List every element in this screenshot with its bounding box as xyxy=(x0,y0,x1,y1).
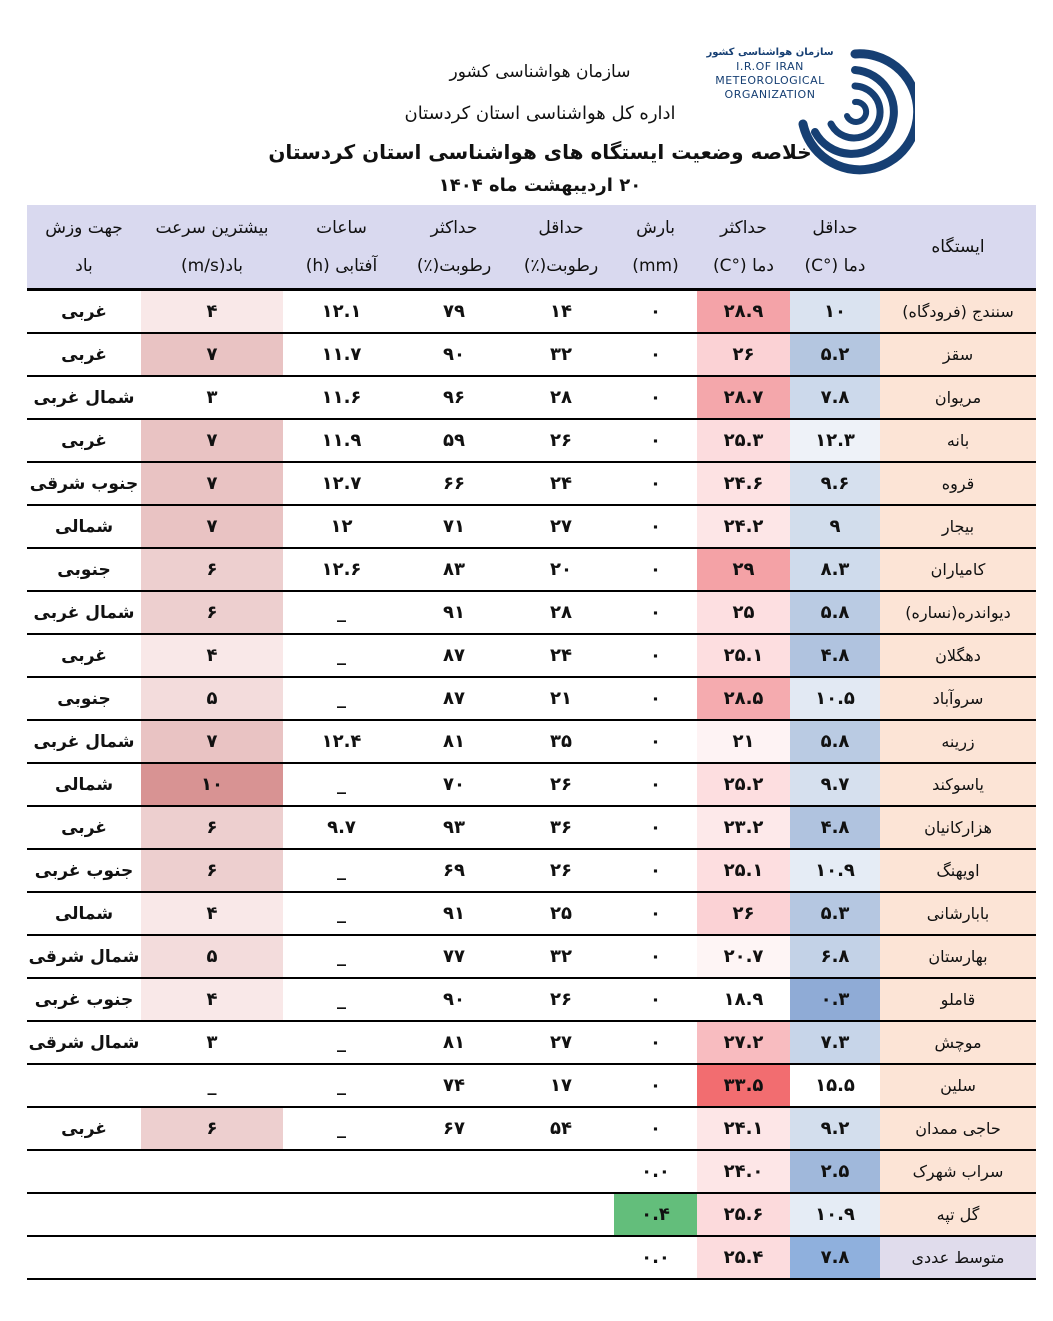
cell-dir xyxy=(27,1064,141,1107)
cell-rain: ۰ xyxy=(614,935,697,978)
cell-rhmin: ۱۴ xyxy=(508,290,614,334)
cell-station: زرینه xyxy=(880,720,1036,763)
cell-tmin: ۹ xyxy=(790,505,880,548)
cell-wind: ۱۰ xyxy=(141,763,283,806)
cell-dir: شمال غربی xyxy=(27,591,141,634)
cell-tmax: ۲۴.۰ xyxy=(697,1150,790,1193)
cell-station: قاملو xyxy=(880,978,1036,1021)
cell-rain: ۰ xyxy=(614,806,697,849)
cell-sun: ۱۱.۹ xyxy=(283,419,400,462)
cell-sun: _ xyxy=(283,978,400,1021)
meteorological-organization-logo xyxy=(700,46,922,176)
cell-tmin: ۲.۵ xyxy=(790,1150,880,1193)
cell-rhmin: ۳۵ xyxy=(508,720,614,763)
cell-sun: ۱۲.۴ xyxy=(283,720,400,763)
cell-tmin: ۵.۸ xyxy=(790,720,880,763)
cell-rain: ۰ xyxy=(614,462,697,505)
cell-sun xyxy=(283,1150,400,1193)
cell-tmin: ۴.۸ xyxy=(790,806,880,849)
column-header-line-1: بیشترین سرعت xyxy=(155,217,269,238)
cell-tmin: ۱۰ xyxy=(790,290,880,334)
average-row xyxy=(27,1236,1036,1279)
cell-tmax: ۲۵.۱ xyxy=(697,849,790,892)
cell-sun: ۱۱.۶ xyxy=(283,376,400,419)
cell-tmin: ۱۰.۹ xyxy=(790,849,880,892)
cell-tmin: ۱۰.۹ xyxy=(790,1193,880,1236)
cell-rain: ۰ xyxy=(614,634,697,677)
cell-rhmax: ۸۷ xyxy=(400,634,508,677)
organization-name: سازمان هواشناسی کشور xyxy=(449,62,631,82)
table-header-row xyxy=(27,205,1036,290)
cell-rain: ۰ xyxy=(614,1064,697,1107)
cell-dir: شمال غربی xyxy=(27,376,141,419)
cell-sun: _ xyxy=(283,849,400,892)
cell-dir: شمال غربی xyxy=(27,720,141,763)
table-row xyxy=(27,419,1036,462)
cell-station: متوسط عددی xyxy=(880,1236,1036,1279)
cell-rhmin: ۳۲ xyxy=(508,333,614,376)
cell-station: دیواندره(نساره) xyxy=(880,591,1036,634)
cell-tmin: ۷.۸ xyxy=(790,376,880,419)
cell-tmin: ۵.۳ xyxy=(790,892,880,935)
cell-dir: شمالی xyxy=(27,505,141,548)
cell-rhmin: ۲۷ xyxy=(508,505,614,548)
cell-wind: ۷ xyxy=(141,720,283,763)
cell-rain: ۰.۴ xyxy=(614,1193,697,1236)
column-header-line-2: آفتابی (h) xyxy=(305,255,378,276)
cell-rhmax: ۹۶ xyxy=(400,376,508,419)
cell-rain: ۰ xyxy=(614,548,697,591)
cell-dir: جنوبی xyxy=(27,677,141,720)
cell-rhmin: ۲۶ xyxy=(508,978,614,1021)
cell-tmin: ۱۰.۵ xyxy=(790,677,880,720)
cell-tmax: ۲۹ xyxy=(697,548,790,591)
column-header-line-1: حداقل xyxy=(812,217,858,238)
logo-english-line-2: METEOROLOGICAL xyxy=(715,74,825,87)
cell-tmax: ۲۴.۶ xyxy=(697,462,790,505)
cell-tmax: ۲۳.۲ xyxy=(697,806,790,849)
cell-tmax: ۲۵.۶ xyxy=(697,1193,790,1236)
cell-wind: ۷ xyxy=(141,333,283,376)
cell-sun: _ xyxy=(283,892,400,935)
cell-rhmin: ۵۴ xyxy=(508,1107,614,1150)
table-row xyxy=(27,505,1036,548)
cell-dir: جنوب غربی xyxy=(27,849,141,892)
cell-tmin: ۹.۷ xyxy=(790,763,880,806)
column-header-tmin xyxy=(790,205,880,290)
column-header-line-2: باد(m/s) xyxy=(181,255,243,276)
cell-dir: غربی xyxy=(27,333,141,376)
cell-rain: ۰ xyxy=(614,591,697,634)
cell-tmin: ۱۵.۵ xyxy=(790,1064,880,1107)
cell-station: یاسوکند xyxy=(880,763,1036,806)
cell-tmax: ۲۸.۷ xyxy=(697,376,790,419)
column-header-station xyxy=(880,205,1036,290)
cell-dir: جنوب شرقی xyxy=(27,462,141,505)
cell-tmax: ۲۵ xyxy=(697,591,790,634)
cell-dir: غربی xyxy=(27,1107,141,1150)
cell-rain: ۰ xyxy=(614,419,697,462)
cell-wind: ۷ xyxy=(141,419,283,462)
cell-rhmax: ۸۱ xyxy=(400,1021,508,1064)
logo-english-line-3: ORGANIZATION xyxy=(724,88,816,101)
table-row xyxy=(27,1021,1036,1064)
cell-dir: غربی xyxy=(27,290,141,334)
column-header-line-2: (mm) xyxy=(632,255,679,276)
cell-wind: ۴ xyxy=(141,978,283,1021)
cell-rhmin: ۲۴ xyxy=(508,462,614,505)
cell-rhmin: ۲۰ xyxy=(508,548,614,591)
cell-tmin: ۱۲.۳ xyxy=(790,419,880,462)
cell-sun: ۹.۷ xyxy=(283,806,400,849)
table-row xyxy=(27,634,1036,677)
table-row xyxy=(27,763,1036,806)
cell-tmax: ۱۸.۹ xyxy=(697,978,790,1021)
cell-wind: ۷ xyxy=(141,462,283,505)
cell-rain: ۰ xyxy=(614,978,697,1021)
column-header-line-1: حداقل xyxy=(538,217,584,238)
cell-rain: ۰ xyxy=(614,1021,697,1064)
cell-wind: ۴ xyxy=(141,634,283,677)
cell-rhmax: ۶۹ xyxy=(400,849,508,892)
cell-tmax: ۲۶ xyxy=(697,333,790,376)
cell-wind: ۵ xyxy=(141,677,283,720)
cell-wind: _ xyxy=(141,1064,283,1107)
cell-sun xyxy=(283,1236,400,1279)
column-header-line-1: بارش xyxy=(636,217,675,238)
cell-rain: ۰ xyxy=(614,677,697,720)
cell-tmax: ۲۶ xyxy=(697,892,790,935)
cell-rhmax: ۷۴ xyxy=(400,1064,508,1107)
cell-dir: شمال شرقی xyxy=(27,935,141,978)
cell-tmax: ۲۵.۳ xyxy=(697,419,790,462)
cell-tmax: ۲۸.۹ xyxy=(697,290,790,334)
cell-rhmax: ۸۱ xyxy=(400,720,508,763)
cell-rhmax: ۸۳ xyxy=(400,548,508,591)
table-row xyxy=(27,376,1036,419)
cell-dir: جنوب غربی xyxy=(27,978,141,1021)
cell-station: کامیاران xyxy=(880,548,1036,591)
cell-station: سقز xyxy=(880,333,1036,376)
cell-station: گل تپه xyxy=(880,1193,1036,1236)
cell-tmax: ۲۵.۱ xyxy=(697,634,790,677)
table-row xyxy=(27,1150,1036,1193)
cell-rhmin xyxy=(508,1236,614,1279)
cell-station: بانه xyxy=(880,419,1036,462)
cell-rain: ۰ xyxy=(614,849,697,892)
cell-station: قروه xyxy=(880,462,1036,505)
cell-wind: ۴ xyxy=(141,892,283,935)
cell-dir xyxy=(27,1236,141,1279)
table-row xyxy=(27,1107,1036,1150)
column-header-line-1: جهت وزش xyxy=(45,217,123,238)
cell-rhmin: ۳۲ xyxy=(508,935,614,978)
cell-tmax: ۲۵.۴ xyxy=(697,1236,790,1279)
cell-rhmax: ۹۳ xyxy=(400,806,508,849)
table-row xyxy=(27,591,1036,634)
column-header-line-1: حداکثر xyxy=(430,217,478,238)
cell-dir xyxy=(27,1150,141,1193)
cell-rhmin: ۲۱ xyxy=(508,677,614,720)
column-header-line-2: باد xyxy=(75,255,93,276)
cell-rain: ۰ xyxy=(614,763,697,806)
report-date: ۲۰ اردیبهشت ماه ۱۴۰۴ xyxy=(438,175,642,196)
column-header-tmax xyxy=(697,205,790,290)
cell-rain: ۰ xyxy=(614,720,697,763)
cell-tmin: ۷.۸ xyxy=(790,1236,880,1279)
cell-rhmax: ۷۱ xyxy=(400,505,508,548)
cell-station: موچش xyxy=(880,1021,1036,1064)
cell-sun: _ xyxy=(283,591,400,634)
cell-rain: ۰.۰ xyxy=(614,1236,697,1279)
cell-wind: ۶ xyxy=(141,1107,283,1150)
cell-rhmax: ۹۱ xyxy=(400,591,508,634)
cell-tmin: ۶.۸ xyxy=(790,935,880,978)
cell-rhmin xyxy=(508,1150,614,1193)
cell-rhmax: ۷۷ xyxy=(400,935,508,978)
cell-sun: _ xyxy=(283,763,400,806)
cell-sun: _ xyxy=(283,1107,400,1150)
column-header-rhmin xyxy=(508,205,614,290)
cell-rhmax: ۹۱ xyxy=(400,892,508,935)
cell-sun: ۱۲ xyxy=(283,505,400,548)
cell-rain: ۰ xyxy=(614,505,697,548)
cell-wind: ۶ xyxy=(141,849,283,892)
cell-station: هزارکانیان xyxy=(880,806,1036,849)
cell-rhmin: ۱۷ xyxy=(508,1064,614,1107)
column-header-line-2: رطوبت(٪) xyxy=(416,255,492,276)
logo-spiral-icon xyxy=(795,46,915,176)
cell-sun: ۱۲.۶ xyxy=(283,548,400,591)
table-row xyxy=(27,720,1036,763)
cell-station: حاجی ممدان xyxy=(880,1107,1036,1150)
cell-station: بابارشانی xyxy=(880,892,1036,935)
table-row xyxy=(27,849,1036,892)
cell-tmax: ۲۸.۵ xyxy=(697,677,790,720)
column-header-wind xyxy=(141,205,283,290)
cell-rain: ۰ xyxy=(614,1107,697,1150)
cell-tmin: ۹.۶ xyxy=(790,462,880,505)
logo-english-line-1: I.R.OF IRAN xyxy=(736,60,804,73)
cell-sun: ۱۱.۷ xyxy=(283,333,400,376)
cell-station: سراب شهرک xyxy=(880,1150,1036,1193)
cell-rhmin: ۲۴ xyxy=(508,634,614,677)
cell-station: اویهنگ xyxy=(880,849,1036,892)
table-row xyxy=(27,548,1036,591)
cell-dir: جنوبی xyxy=(27,548,141,591)
cell-rain: ۰ xyxy=(614,333,697,376)
cell-rhmin: ۲۵ xyxy=(508,892,614,935)
stations-table xyxy=(27,205,1036,1280)
cell-wind: ۳ xyxy=(141,376,283,419)
cell-tmax: ۳۳.۵ xyxy=(697,1064,790,1107)
cell-sun: _ xyxy=(283,935,400,978)
cell-dir xyxy=(27,1193,141,1236)
cell-rhmax: ۶۶ xyxy=(400,462,508,505)
cell-wind: ۶ xyxy=(141,591,283,634)
cell-station: سلین xyxy=(880,1064,1036,1107)
cell-station: سنندج (فرودگاه) xyxy=(880,290,1036,334)
cell-rhmin: ۲۸ xyxy=(508,376,614,419)
cell-sun: _ xyxy=(283,1021,400,1064)
column-header-dir xyxy=(27,205,141,290)
report-title: خلاصه وضعیت ایستگاه های هواشناسی استان کردستان xyxy=(268,140,812,164)
cell-dir: غربی xyxy=(27,806,141,849)
column-header-line-2: دما (°C) xyxy=(713,255,774,276)
table-row xyxy=(27,333,1036,376)
cell-rain: ۰.۰ xyxy=(614,1150,697,1193)
column-header-line-1: ساعات xyxy=(316,217,367,238)
table-row xyxy=(27,290,1036,334)
table-row xyxy=(27,806,1036,849)
cell-tmax: ۲۱ xyxy=(697,720,790,763)
cell-sun: _ xyxy=(283,677,400,720)
cell-rhmin: ۲۶ xyxy=(508,763,614,806)
column-header-line-2: دما (°C) xyxy=(804,255,866,276)
cell-tmin: ۵.۸ xyxy=(790,591,880,634)
cell-rhmax: ۷۰ xyxy=(400,763,508,806)
cell-wind xyxy=(141,1193,283,1236)
table-row xyxy=(27,1193,1036,1236)
cell-wind: ۴ xyxy=(141,290,283,334)
cell-rhmin: ۲۸ xyxy=(508,591,614,634)
cell-tmin: ۸.۳ xyxy=(790,548,880,591)
column-header-rain xyxy=(614,205,697,290)
table-row xyxy=(27,935,1036,978)
cell-rhmax: ۹۰ xyxy=(400,978,508,1021)
cell-rhmin: ۳۶ xyxy=(508,806,614,849)
cell-rhmax: ۷۹ xyxy=(400,290,508,334)
table-row xyxy=(27,1064,1036,1107)
table-row xyxy=(27,978,1036,1021)
cell-rhmin: ۲۶ xyxy=(508,419,614,462)
cell-rhmax: ۵۹ xyxy=(400,419,508,462)
column-header-rhmax xyxy=(400,205,508,290)
cell-sun: ۱۲.۱ xyxy=(283,290,400,334)
cell-rhmax: ۶۷ xyxy=(400,1107,508,1150)
table-body xyxy=(27,290,1036,1280)
cell-rain: ۰ xyxy=(614,290,697,334)
cell-tmax: ۲۵.۲ xyxy=(697,763,790,806)
cell-tmax: ۲۷.۲ xyxy=(697,1021,790,1064)
column-header-sun xyxy=(283,205,400,290)
column-header-line-2: رطوبت(٪) xyxy=(523,255,599,276)
office-name: اداره کل هواشناسی استان کردستان xyxy=(404,103,676,124)
cell-dir: شمالی xyxy=(27,892,141,935)
cell-dir: شمال شرقی xyxy=(27,1021,141,1064)
table-row xyxy=(27,462,1036,505)
cell-sun: _ xyxy=(283,1064,400,1107)
cell-wind: ۳ xyxy=(141,1021,283,1064)
cell-tmax: ۲۴.۱ xyxy=(697,1107,790,1150)
cell-dir: شمالی xyxy=(27,763,141,806)
cell-sun: ۱۲.۷ xyxy=(283,462,400,505)
cell-rhmin: ۲۷ xyxy=(508,1021,614,1064)
column-header-line-1: ایستگاه xyxy=(931,236,985,257)
cell-wind: ۶ xyxy=(141,548,283,591)
cell-dir: غربی xyxy=(27,634,141,677)
cell-station: مریوان xyxy=(880,376,1036,419)
cell-rain: ۰ xyxy=(614,892,697,935)
cell-station: سروآباد xyxy=(880,677,1036,720)
cell-rhmax xyxy=(400,1193,508,1236)
cell-tmin: ۰.۳ xyxy=(790,978,880,1021)
cell-rhmin: ۲۶ xyxy=(508,849,614,892)
column-header-line-1: حداکثر xyxy=(720,217,767,238)
cell-wind: ۵ xyxy=(141,935,283,978)
cell-tmin: ۷.۳ xyxy=(790,1021,880,1064)
cell-sun: _ xyxy=(283,634,400,677)
cell-sun xyxy=(283,1193,400,1236)
cell-rain: ۰ xyxy=(614,376,697,419)
cell-rhmax xyxy=(400,1236,508,1279)
cell-rhmax: ۹۰ xyxy=(400,333,508,376)
cell-tmax: ۲۴.۲ xyxy=(697,505,790,548)
cell-station: بیجار xyxy=(880,505,1036,548)
cell-rhmin xyxy=(508,1193,614,1236)
logo-persian-text: سازمان هواشناسی کشور xyxy=(706,47,834,58)
cell-tmin: ۴.۸ xyxy=(790,634,880,677)
cell-wind xyxy=(141,1236,283,1279)
table-row xyxy=(27,677,1036,720)
cell-wind xyxy=(141,1150,283,1193)
cell-station: دهگلان xyxy=(880,634,1036,677)
table-row xyxy=(27,892,1036,935)
cell-tmin: ۹.۲ xyxy=(790,1107,880,1150)
cell-rhmax xyxy=(400,1150,508,1193)
cell-rhmax: ۸۷ xyxy=(400,677,508,720)
cell-tmin: ۵.۲ xyxy=(790,333,880,376)
cell-tmax: ۲۰.۷ xyxy=(697,935,790,978)
cell-wind: ۶ xyxy=(141,806,283,849)
report-header xyxy=(0,0,1053,205)
cell-wind: ۷ xyxy=(141,505,283,548)
cell-station: بهارستان xyxy=(880,935,1036,978)
cell-dir: غربی xyxy=(27,419,141,462)
